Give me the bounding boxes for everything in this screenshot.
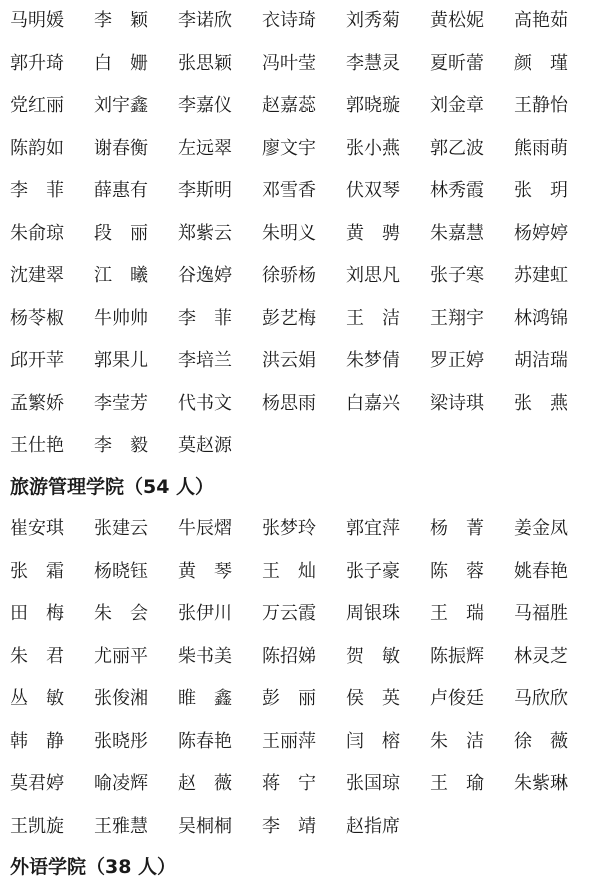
student-name: 李诺欣 (178, 10, 232, 32)
student-name: 张建云 (94, 518, 148, 540)
student-name: 党红丽 (10, 95, 64, 117)
student-name: 白 姗 (94, 52, 148, 74)
student-name: 郭升琦 (10, 52, 64, 74)
student-name: 王 洁 (346, 307, 400, 329)
student-name: 林鸿锦 (514, 307, 568, 329)
student-name: 陈振辉 (430, 645, 484, 667)
student-name: 张子豪 (346, 560, 400, 582)
student-name: 张小燕 (346, 137, 400, 159)
student-name: 陈 蓉 (430, 560, 484, 582)
student-name: 杨婷婷 (514, 222, 568, 244)
student-name: 李 菲 (10, 180, 64, 202)
student-name: 郭晓璇 (346, 95, 400, 117)
student-name: 王静怡 (514, 95, 568, 117)
student-name: 黄 骋 (346, 222, 400, 244)
student-name: 杨 菁 (430, 518, 484, 540)
student-name: 李 毅 (94, 435, 148, 457)
student-name: 李 菲 (178, 307, 232, 329)
student-name: 王 瑞 (430, 603, 484, 625)
student-name: 伏双琴 (346, 180, 400, 202)
student-name: 孟繁娇 (10, 392, 64, 414)
student-name: 黄松妮 (430, 10, 484, 32)
section-heading-tourism-management: 旅游管理学院（54 人） (10, 476, 215, 498)
name-row (0, 425, 600, 468)
student-name: 苏建虹 (514, 265, 568, 287)
student-name: 朱 洁 (430, 730, 484, 752)
student-name: 白嘉兴 (346, 392, 400, 414)
student-name: 李嘉仪 (178, 95, 232, 117)
student-name: 张俊湘 (94, 688, 148, 710)
student-name: 莫君婷 (10, 773, 64, 795)
student-name: 张 玥 (514, 180, 568, 202)
student-name: 张 霜 (10, 560, 64, 582)
student-name: 李培兰 (178, 350, 232, 372)
student-name: 杨晓钰 (94, 560, 148, 582)
student-name: 牛辰熠 (178, 518, 232, 540)
student-name: 朱梦倩 (346, 350, 400, 372)
name-row (0, 508, 600, 551)
name-row (0, 340, 600, 383)
name-row (0, 551, 600, 594)
student-name: 夏昕蕾 (430, 52, 484, 74)
student-name: 廖文宇 (262, 137, 316, 159)
student-name: 张子寒 (430, 265, 484, 287)
student-name: 徐骄杨 (262, 265, 316, 287)
student-name: 丛 敏 (10, 688, 64, 710)
student-name: 彭艺梅 (262, 307, 316, 329)
student-name: 刘思凡 (346, 265, 400, 287)
student-name: 张 燕 (514, 392, 568, 414)
student-name: 代书文 (178, 392, 232, 414)
name-row (0, 678, 600, 721)
name-row (0, 298, 600, 341)
student-name: 李 颖 (94, 10, 148, 32)
student-name: 马福胜 (514, 603, 568, 625)
student-name: 柴书美 (178, 645, 232, 667)
student-name: 郭乙波 (430, 137, 484, 159)
student-name: 王丽萍 (262, 730, 316, 752)
student-name: 张伊川 (178, 603, 232, 625)
student-name: 陈招娣 (262, 645, 316, 667)
student-name: 陈春艳 (178, 730, 232, 752)
student-name: 睢 鑫 (178, 688, 232, 710)
student-name: 林灵芝 (514, 645, 568, 667)
student-name: 赵指席 (346, 815, 400, 837)
student-name: 侯 英 (346, 688, 400, 710)
name-row (0, 383, 600, 426)
student-name: 朱嘉慧 (430, 222, 484, 244)
student-name: 赵嘉蕊 (262, 95, 316, 117)
student-name: 沈建翠 (10, 265, 64, 287)
student-name: 王 瑜 (430, 773, 484, 795)
name-row (0, 128, 600, 171)
student-name: 卢俊廷 (430, 688, 484, 710)
student-name: 胡洁瑞 (514, 350, 568, 372)
student-name: 李莹芳 (94, 392, 148, 414)
student-name: 李斯明 (178, 180, 232, 202)
student-name: 杨思雨 (262, 392, 316, 414)
student-name: 彭 丽 (262, 688, 316, 710)
student-name: 王雅慧 (94, 815, 148, 837)
student-name: 蒋 宁 (262, 773, 316, 795)
student-name: 朱俞琼 (10, 222, 64, 244)
name-row (0, 255, 600, 298)
student-name: 张思颖 (178, 52, 232, 74)
name-list-tourism-management (0, 508, 600, 848)
student-name: 朱 会 (94, 603, 148, 625)
name-row (0, 721, 600, 764)
student-name: 冯叶莹 (262, 52, 316, 74)
name-row (0, 213, 600, 256)
student-name: 吴桐桐 (178, 815, 232, 837)
student-name: 马明媛 (10, 10, 64, 32)
student-name: 姜金凤 (514, 518, 568, 540)
student-name: 邓雪香 (262, 180, 316, 202)
student-name: 莫赵源 (178, 435, 232, 457)
name-row (0, 170, 600, 213)
student-name: 贺 敏 (346, 645, 400, 667)
student-name: 左远翠 (178, 137, 232, 159)
section-heading-foreign-languages: 外语学院（38 人） (10, 856, 177, 878)
student-name: 邱开苹 (10, 350, 64, 372)
student-name: 尤丽平 (94, 645, 148, 667)
student-name: 周银珠 (346, 603, 400, 625)
student-name: 郭果儿 (94, 350, 148, 372)
student-name: 赵 薇 (178, 773, 232, 795)
student-name: 陈韵如 (10, 137, 64, 159)
student-name: 朱明义 (262, 222, 316, 244)
student-name: 罗正婷 (430, 350, 484, 372)
student-name: 黄 琴 (178, 560, 232, 582)
name-row (0, 593, 600, 636)
name-row (0, 43, 600, 86)
name-row (0, 0, 600, 43)
student-name: 颜 瑾 (514, 52, 568, 74)
student-name: 田 梅 (10, 603, 64, 625)
student-name: 谷逸婷 (178, 265, 232, 287)
name-row (0, 85, 600, 128)
student-name: 张国琼 (346, 773, 400, 795)
student-name: 谢春衡 (94, 137, 148, 159)
student-name: 洪云娟 (262, 350, 316, 372)
name-row (0, 763, 600, 806)
student-name: 张晓彤 (94, 730, 148, 752)
student-name: 闫 榕 (346, 730, 400, 752)
student-name: 王翔宇 (430, 307, 484, 329)
student-name: 牛帅帅 (94, 307, 148, 329)
student-name: 朱紫琳 (514, 773, 568, 795)
student-name: 张梦玲 (262, 518, 316, 540)
student-name: 韩 静 (10, 730, 64, 752)
student-name: 刘宇鑫 (94, 95, 148, 117)
student-name: 梁诗琪 (430, 392, 484, 414)
student-name: 万云霞 (262, 603, 316, 625)
student-name: 高艳茹 (514, 10, 568, 32)
student-name: 刘秀菊 (346, 10, 400, 32)
student-name: 熊雨萌 (514, 137, 568, 159)
student-name: 段 丽 (94, 222, 148, 244)
student-name: 王 灿 (262, 560, 316, 582)
student-name: 郑紫云 (178, 222, 232, 244)
student-name: 李慧灵 (346, 52, 400, 74)
student-name: 朱 君 (10, 645, 64, 667)
student-name: 刘金章 (430, 95, 484, 117)
student-name: 姚春艳 (514, 560, 568, 582)
student-name: 林秀霞 (430, 180, 484, 202)
student-name: 王仕艳 (10, 435, 64, 457)
name-row (0, 636, 600, 679)
name-row (0, 806, 600, 849)
student-name: 李 靖 (262, 815, 316, 837)
student-name: 衣诗琦 (262, 10, 316, 32)
student-name: 崔安琪 (10, 518, 64, 540)
student-name: 喻凌辉 (94, 773, 148, 795)
student-name: 江 曦 (94, 265, 148, 287)
student-name: 杨苓椒 (10, 307, 64, 329)
student-name: 马欣欣 (514, 688, 568, 710)
student-name: 徐 薇 (514, 730, 568, 752)
student-name: 薛惠有 (94, 180, 148, 202)
student-name: 王凯旋 (10, 815, 64, 837)
student-name: 郭宜萍 (346, 518, 400, 540)
